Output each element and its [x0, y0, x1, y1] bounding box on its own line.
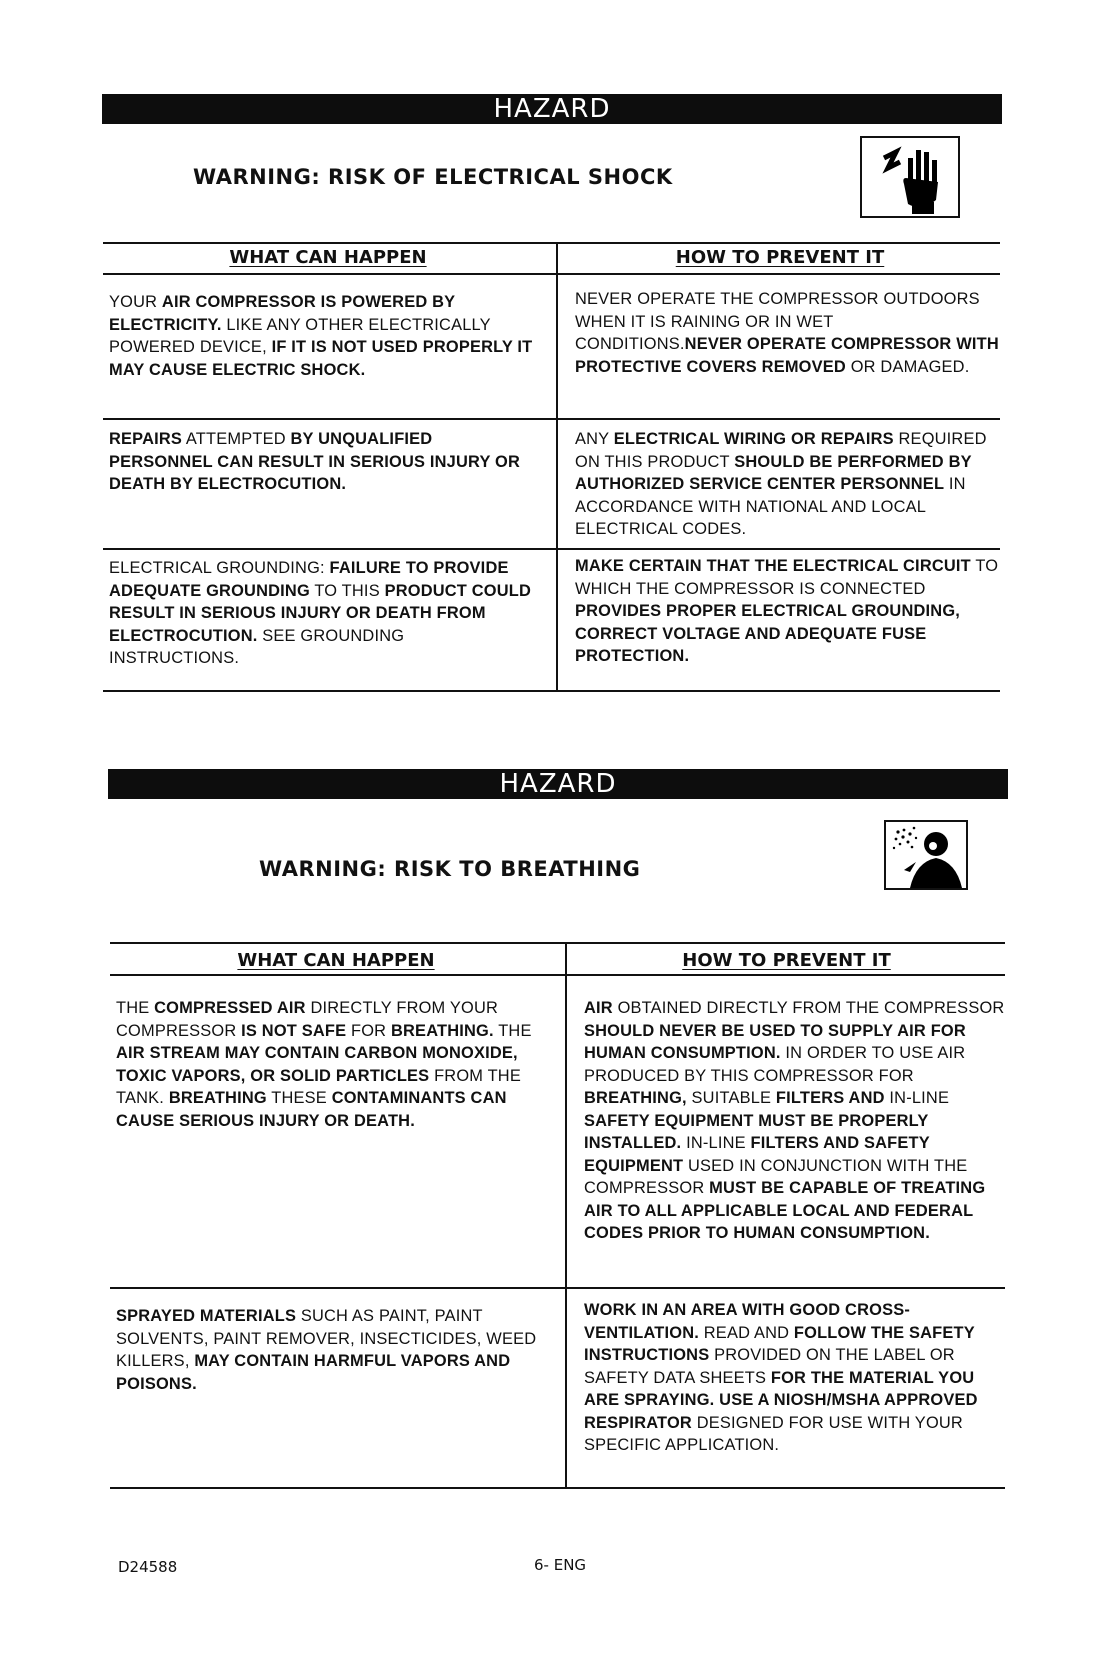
bold-text-run: FILTERS AND SAFETY EQUIPMENT: [584, 1134, 930, 1175]
bold-text-run: BREATHING.: [390, 1021, 494, 1040]
text-run: OBTAINED DIRECTLY FROM THE COMPRESSOR: [612, 999, 1005, 1017]
bold-text-run: WORK IN AN AREA WITH GOOD CROSS-VENTILATION.: [584, 1301, 911, 1342]
bold-text-run: FILTERS AND: [775, 1089, 885, 1107]
what-can-happen-text: [109, 428, 537, 496]
bold-text-run: AIR COMPRESSOR IS POWERED BY ELECTRICITY.: [109, 293, 456, 334]
text-run: READ AND: [699, 1323, 794, 1342]
bold-text-run: SHOULD BE PERFORMED BY AUTHORIZED SERVICE CENTER PERSONNEL: [575, 452, 972, 493]
bold-text-run: IS NOT SAFE: [241, 1021, 347, 1040]
text-run: IN-LINE: [681, 1134, 751, 1152]
bold-text-run: BY UNQUALIFIED PERSONNEL CAN RESULT IN SERIOUS INJURY OR DEATH BY ELECTROCUTION.: [109, 430, 521, 493]
text-run: DIRECTLY FROM YOUR COMPRESSOR: [116, 999, 499, 1040]
text-run: SEE GROUNDING INSTRUCTIONS.: [109, 626, 405, 667]
column-divider: [556, 242, 558, 692]
text-run: NEVER OPERATE THE COMPRESSOR OUTDOORS WHEN IT IS RAINING OR IN WET CONDITIONS.: [575, 290, 980, 353]
bold-text-run: MUST BE CAPABLE OF TREATING AIR TO ALL APPLICABLE LOCAL AND FEDERAL CODES PRIOR TO HUMAN CONSUMPTION.: [584, 1179, 986, 1242]
text-run: THE: [116, 999, 155, 1017]
row-rule: [110, 1287, 1005, 1289]
text-run: FROM THE TANK.: [116, 1066, 521, 1107]
bold-text-run: AIR STREAM MAY CONTAIN CARBON MONOXIDE, TOXIC VAPORS, OR SOLID PARTICLES: [116, 1044, 518, 1085]
text-run: DESIGNED FOR USE WITH YOUR SPECIFIC APPLICATION.: [584, 1413, 963, 1454]
column-divider: [565, 942, 567, 1488]
bold-text-run: SAFETY EQUIPMENT MUST BE PROPERLY INSTALLED.: [584, 1111, 929, 1152]
column-header-what: WHAT CAN HAPPEN: [237, 950, 435, 971]
bold-text-run: BREATHING: [168, 1089, 267, 1107]
how-to-prevent-text: [575, 288, 1005, 378]
bold-text-run: AIR: [584, 999, 613, 1017]
bold-text-run: CONTAMINANTS CAN CAUSE SERIOUS INJURY OR DEATH.: [116, 1089, 507, 1130]
text-run: REQUIRED ON THIS PRODUCT: [575, 430, 987, 471]
text-run: LIKE ANY OTHER ELECTRICALLY POWERED DEVICE,: [109, 315, 491, 356]
bold-text-run: BREATHING,: [584, 1089, 687, 1107]
text-run: FOR: [346, 1021, 391, 1040]
text-run: ATTEMPTED: [182, 430, 291, 448]
bold-text-run: FAILURE TO PROVIDE ADEQUATE GROUNDING: [109, 559, 509, 600]
text-run: IN-LINE: [884, 1089, 950, 1107]
text-run: TO WHICH THE COMPRESSOR IS CONNECTED: [575, 557, 999, 598]
bold-text-run: FOLLOW THE SAFETY INSTRUCTIONS: [584, 1323, 975, 1364]
text-run: OR DAMAGED.: [845, 357, 970, 376]
bold-text-run: SPRAYED MATERIALS: [116, 1307, 297, 1325]
text-run: PROVIDED ON THE LABEL OR SAFETY DATA SHEETS: [584, 1346, 955, 1387]
what-can-happen-text: [116, 997, 546, 1132]
how-to-prevent-text: [575, 428, 1005, 541]
column-header-prevent: HOW TO PREVENT IT: [675, 247, 885, 268]
text-run: ANY: [575, 430, 614, 448]
electric-shock-hand-icon: [860, 136, 960, 218]
text-run: USED IN CONJUNCTION WITH THE COMPRESSOR: [584, 1156, 968, 1197]
bold-text-run: ELECTRICAL WIRING OR REPAIRS: [613, 430, 894, 448]
bold-text-run: MAKE CERTAIN THAT THE ELECTRICAL CIRCUIT: [575, 557, 971, 575]
text-run: THESE: [266, 1089, 332, 1107]
bold-text-run: IF IT IS NOT USED PROPERLY IT MAY CAUSE ELECTRIC SHOCK.: [109, 338, 533, 379]
header-rule: [110, 974, 1005, 976]
column-header-what: WHAT CAN HAPPEN: [229, 247, 427, 268]
respiratory-hazard-icon: [884, 820, 968, 890]
how-to-prevent-text: [575, 555, 1005, 668]
table-bottom-rule: [110, 1487, 1005, 1489]
text-run: ELECTRICAL GROUNDING:: [109, 559, 330, 577]
bold-text-run: PRODUCT COULD RESULT IN SERIOUS INJURY OR DEATH FROM ELECTROCUTION.: [109, 581, 532, 645]
what-can-happen-text: [109, 291, 537, 381]
column-header-prevent: HOW TO PREVENT IT: [682, 950, 891, 971]
what-can-happen-text: [109, 557, 537, 670]
bold-text-run: NEVER OPERATE COMPRESSOR WITH PROTECTIVE COVERS REMOVED: [575, 335, 999, 376]
text-run: YOUR: [109, 293, 162, 311]
bold-text-run: PROVIDES PROPER ELECTRICAL GROUNDING, CORRECT VOLTAGE AND ADEQUATE FUSE PROTECTION.: [575, 602, 961, 665]
document-number: D24588: [118, 1558, 178, 1576]
bold-text-run: SHOULD NEVER BE USED TO SUPPLY AIR FOR HUMAN CONSUMPTION.: [584, 1021, 966, 1062]
row-rule: [103, 548, 1000, 550]
warning-title: WARNING: RISK OF ELECTRICAL SHOCK: [193, 165, 673, 189]
table-bottom-rule: [103, 690, 1000, 692]
text-run: THE: [493, 1021, 532, 1040]
bold-text-run: COMPRESSED AIR: [154, 999, 306, 1017]
bold-text-run: MAY CONTAIN HARMFUL VAPORS AND POISONS.: [116, 1352, 511, 1393]
row-rule: [103, 418, 1000, 420]
bold-text-run: FOR THE MATERIAL YOU ARE SPRAYING. USE A NIOSH/MSHA APPROVED RESPIRATOR: [584, 1368, 978, 1432]
text-run: IN ORDER TO USE AIR PRODUCED BY THIS COMPRESSOR FOR: [584, 1044, 966, 1085]
table-top-rule: [110, 942, 1005, 944]
text-run: TO THIS: [309, 581, 385, 600]
bold-text-run: REPAIRS: [109, 430, 183, 448]
page-number: 6- ENG: [534, 1556, 587, 1574]
what-can-happen-text: [116, 1305, 546, 1395]
text-run: SUCH AS PAINT, PAINT SOLVENTS, PAINT REMOVER, INSECTICIDES, WEED KILLERS,: [116, 1307, 537, 1370]
table-top-rule: [103, 242, 1000, 244]
hazard-banner: HAZARD: [102, 94, 1002, 124]
header-rule: [103, 273, 1000, 275]
how-to-prevent-text: [584, 1299, 1009, 1457]
warning-title: WARNING: RISK TO BREATHING: [259, 857, 641, 881]
text-run: IN ACCORDANCE WITH NATIONAL AND LOCAL ELECTRICAL CODES.: [575, 475, 966, 538]
how-to-prevent-text: [584, 997, 1009, 1245]
text-run: SUITABLE: [686, 1089, 776, 1107]
hazard-banner: HAZARD: [108, 769, 1008, 799]
